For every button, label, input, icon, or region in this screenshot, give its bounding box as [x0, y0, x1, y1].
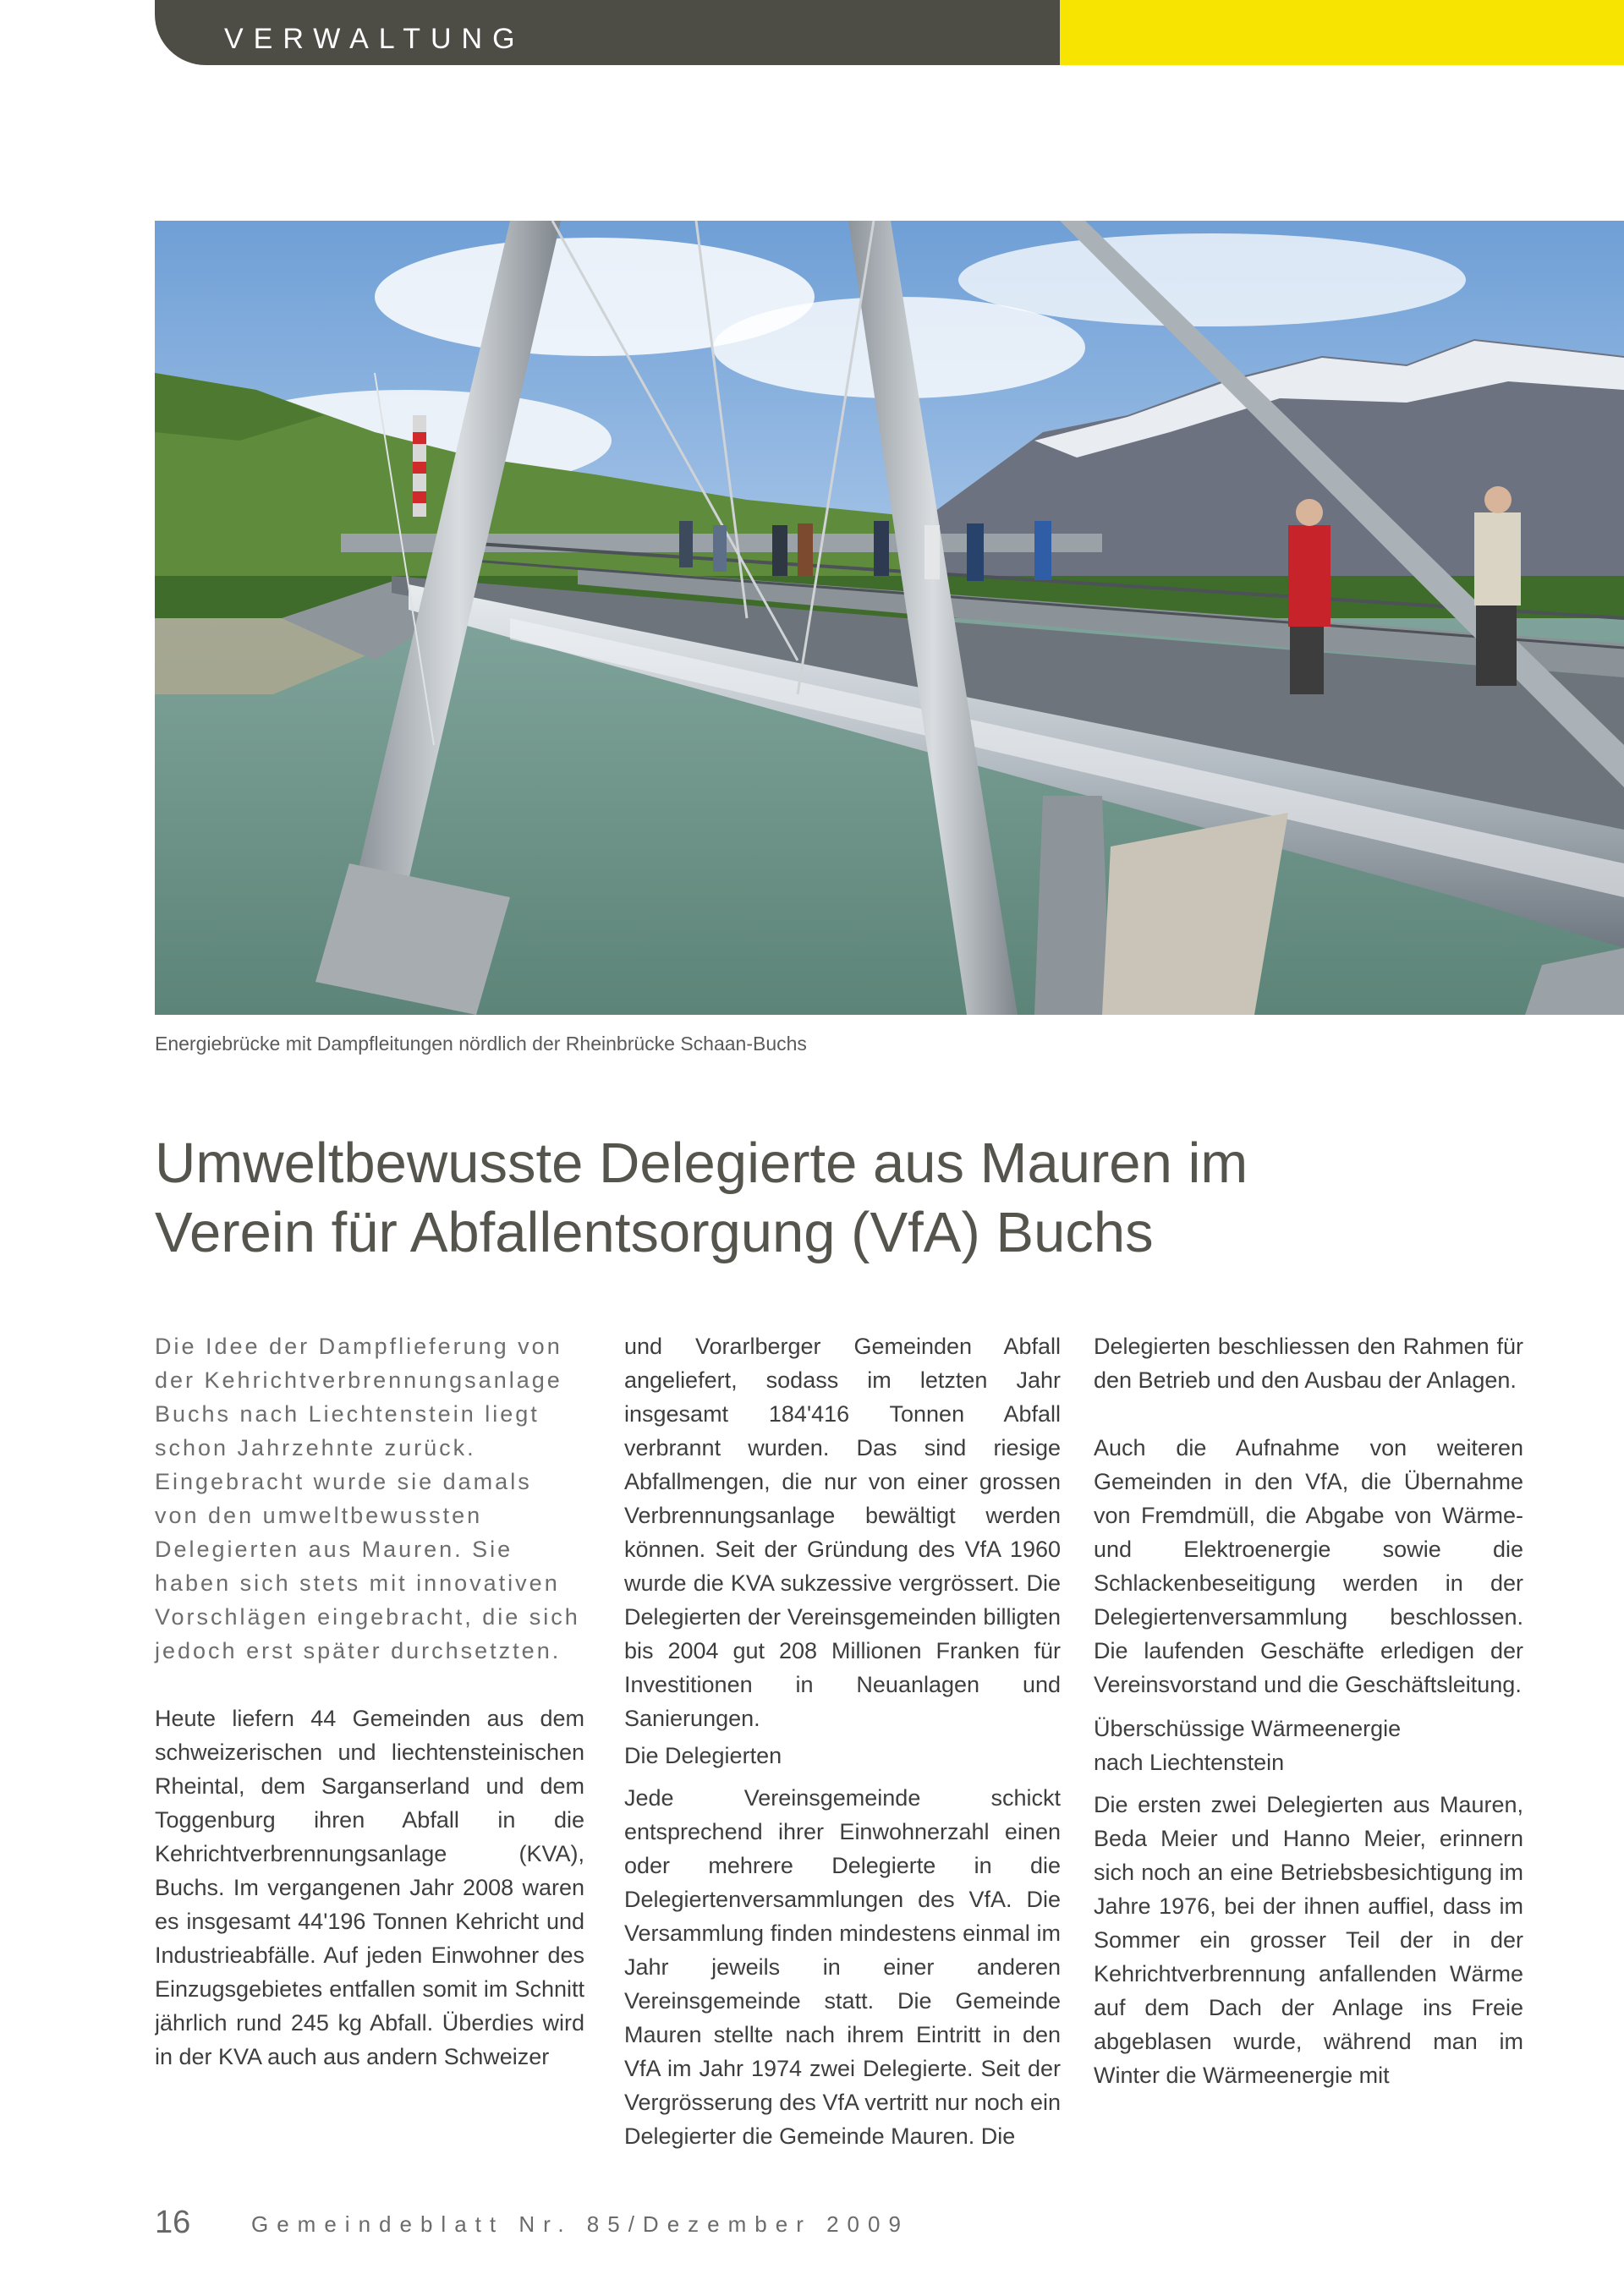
article-column-1	[155, 1329, 584, 2074]
article-paragraph-3: Auch die Aufnahme von weiteren Gemeinden in den VfA, die Übernahme von Fremdmüll, die Abgabe von Wärme- und Elektroenergie sowie die Schlackenbeseitigung werden in der Delegiertenversammlung beschlossen. Die laufenden Geschäfte erledigen der Vereinsvorstand und die Geschäftsleitung.	[1094, 1435, 1523, 1697]
article-paragraph-2-overflow: Delegierten beschliessen den Rahmen für den Betrieb und den Ausbau der Anlagen.	[1094, 1334, 1523, 1393]
article-paragraph-1: Heute liefern 44 Gemeinden aus dem schweizerischen und liechtensteinischen Rheintal, dem Sarganserland und dem Toggenburg ihren Abfall in die Kehrichtverbrennungsanlage (KVA), Buchs. Im vergangenen Jahr 2008 waren es insgesamt 44'196 Tonnen Kehricht und Industrieabfälle. Auf jeden Einwohner des Einzugsgebietes entfallen somit im Schnitt jährlich rund 245 kg Abfall. Überdies wird in der KVA auch aus andern Schweizer	[155, 1706, 584, 2069]
article-title-line-2: Verein für Abfallentsorgung (VfA) Buchs	[155, 1201, 1154, 1264]
article-column-2	[624, 1329, 1061, 2153]
subheading-waermeenergie-line-2: nach Liechtenstein	[1094, 1750, 1285, 1775]
photo-caption: Energiebrücke mit Dampfleitungen nördlich der Rheinbrücke Schaan-Buchs	[155, 1033, 807, 1055]
article-paragraph-1-cont	[624, 1329, 1061, 1735]
article-title	[155, 1129, 1550, 1268]
page-number: 16	[155, 2205, 191, 2240]
article-paragraph-2: Jede Vereinsgemeinde schickt entsprechend ihrer Einwohnerzahl einen oder mehrere Delegierte in die Delegiertenversammlungen des VfA. Die Versammlung finden mindestens einmal im Jahr jeweils in einer anderen Vereinsgemeinde statt. Die Gemeinde Mauren stellte nach ihrem Eintritt in den VfA im Jahr 1974 zwei Delegierte. Seit der Vergrösserung des VfA vertritt nur noch ein Delegierter die Gemeinde Mauren. Die	[624, 1785, 1061, 2149]
section-label: VERWALTUNG	[224, 23, 525, 55]
article-title-line-1: Umweltbewusste Delegierte aus Mauren im	[155, 1132, 1248, 1195]
article-paragraph-4: Die ersten zwei Delegierten aus Mauren, Beda Meier und Hanno Meier, erinnern sich noch an eine Betriebsbesichtigung im Jahre 1976, bei der ihnen auffiel, dass im Sommer ein grosser Teil der in der Kehrichtverbrennung anfallenden Wärme auf dem Dach der Anlage ins Freie abgeblasen wurde, während man im Winter die Wärmeenergie mit	[1094, 1792, 1523, 2088]
article-paragraph-1-overflow: und Vorarlberger Gemeinden Abfall angeliefert, sodass im letzten Jahr insgesamt 184'416 Tonnen Abfall verbrannt wurden. Das sind riesige Abfallmengen, die nur von einer grossen Verbrennungsanlage bewältigt werden können. Seit der Gründung des VfA 1960 wurde die KVA sukzessive vergrössert. Die Delegierten der Vereinsgemeinden billigten bis 2004 gut 208 Millionen Franken für Investitionen in Neuanlagen und Sanierungen.	[624, 1334, 1061, 1731]
subheading-delegierte: Die Delegierten	[624, 1743, 782, 1768]
subheading-waermeenergie-line-1: Überschüssige Wärmeenergie	[1094, 1716, 1402, 1741]
section-header-accent	[1060, 0, 1624, 65]
article-lead: Die Idee der Dampflieferung von der Kehrichtverbrennungsanlage Buchs nach Liechtenstein liegt schon Jahrzehnte zurück. Eingebracht wurde sie damals von den umweltbewussten Delegierten aus Mauren. Sie haben sich stets mit innovativen Vorschlägen eingebracht, die sich jedoch erst später durchsetzten.	[155, 1334, 580, 1663]
publication-name: Gemeindeblatt Nr. 85/Dezember 2009	[251, 2211, 909, 2237]
article-column-3	[1094, 1329, 1523, 2092]
bridge-photo	[155, 221, 1624, 1015]
subheading-waermeenergie	[1094, 1701, 1523, 1788]
article-paragraph-2-cont	[1094, 1329, 1523, 1397]
